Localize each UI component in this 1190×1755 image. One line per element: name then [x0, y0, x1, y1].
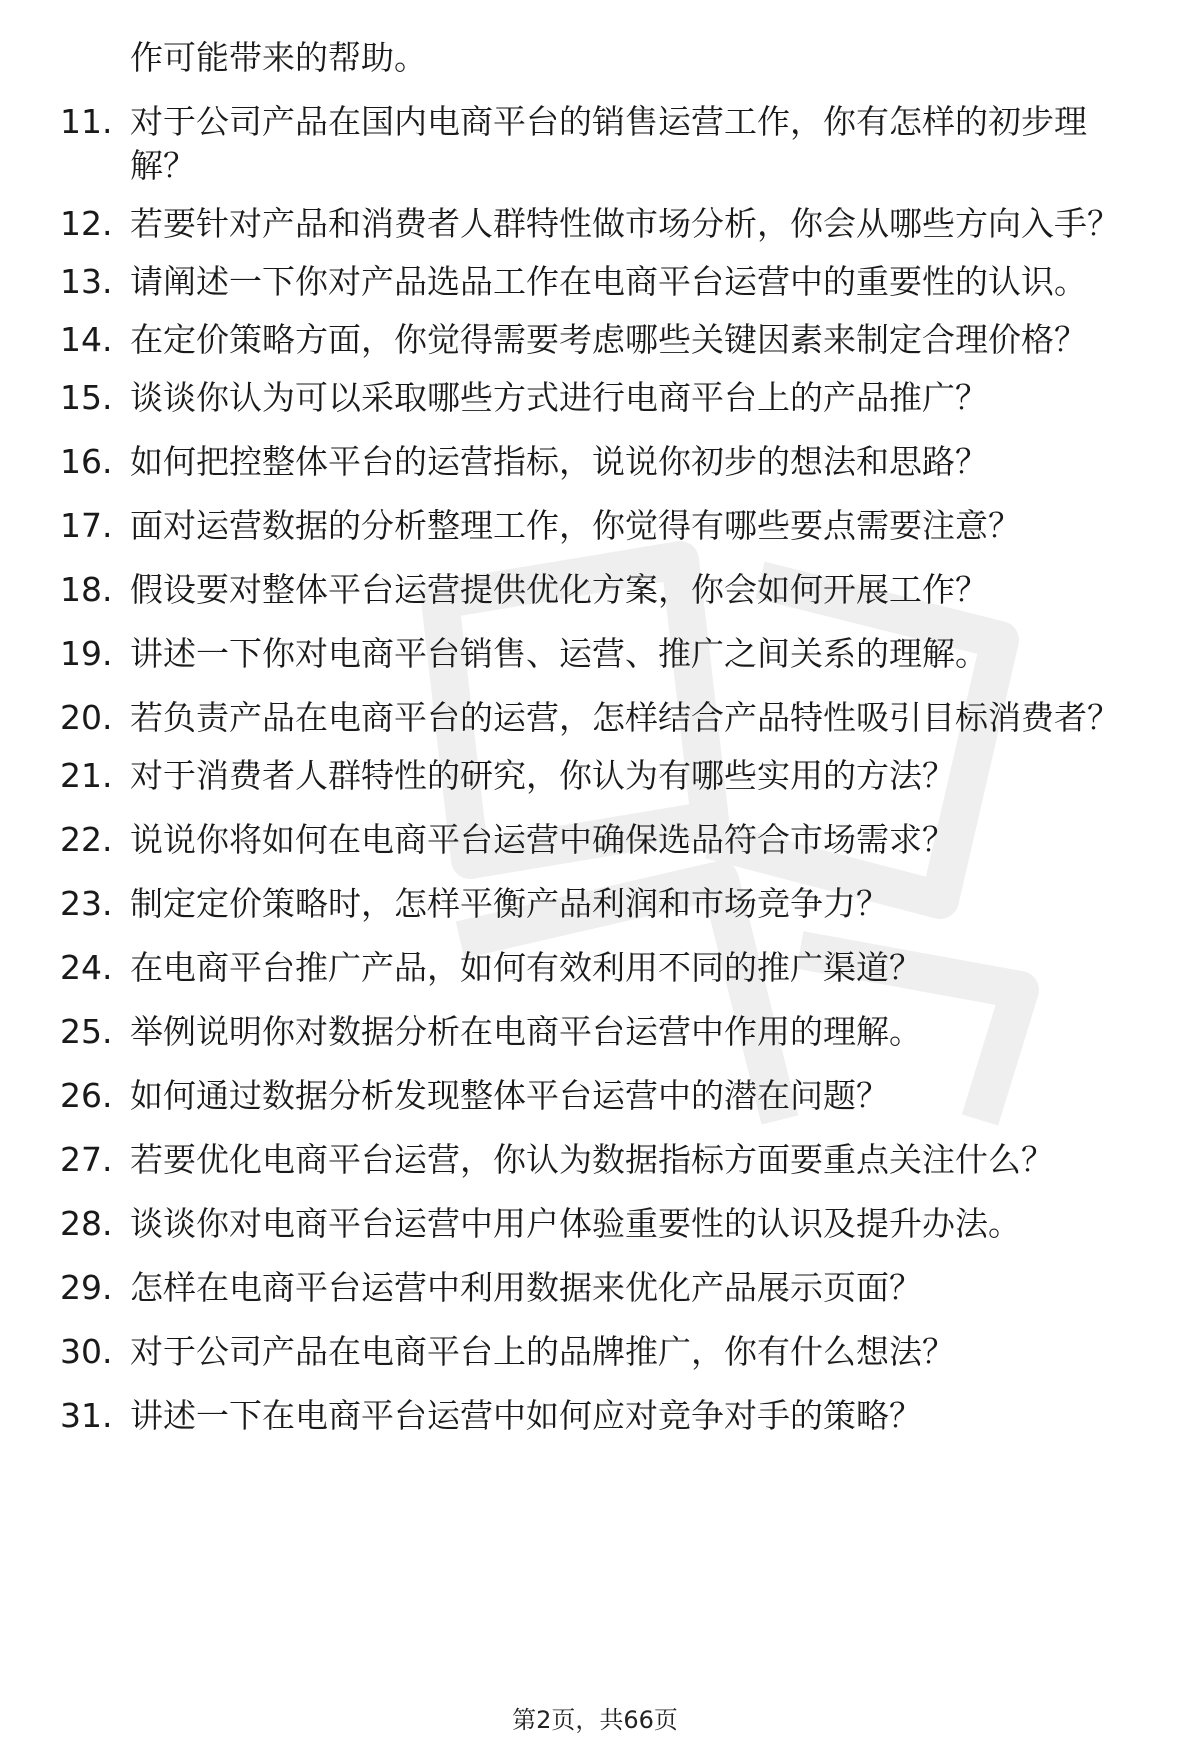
- question-text: 面对运营数据的分析整理工作，你觉得有哪些要点需要注意？: [130, 506, 1021, 545]
- question-text: 对于公司产品在国内电商平台的销售运营工作，你有怎样的初步理解？: [130, 102, 1087, 185]
- question-text: 若负责产品在电商平台的运营，怎样结合产品特性吸引目标消费者？: [130, 698, 1120, 737]
- question-text: 谈谈你对电商平台运营中用户体验重要性的认识及提升办法。: [130, 1204, 1021, 1243]
- question-text: 讲述一下你对电商平台销售、运营、推广之间关系的理解。: [130, 634, 988, 673]
- question-item: [0, 1202, 1190, 1246]
- question-item: [0, 100, 1190, 188]
- continuation-line: 作可能带来的帮助。: [130, 38, 427, 77]
- question-list: [0, 36, 1190, 1458]
- question-number: 22.: [60, 820, 113, 859]
- question-text: 制定定价策略时，怎样平衡产品利润和市场竞争力？: [130, 884, 889, 923]
- question-number: 15.: [60, 378, 113, 417]
- question-item: [0, 696, 1190, 740]
- question-item: [0, 882, 1190, 926]
- question-text: 若要优化电商平台运营，你认为数据指标方面要重点关注什么？: [130, 1140, 1054, 1179]
- question-text: 对于公司产品在电商平台上的品牌推广，你有什么想法？: [130, 1332, 955, 1371]
- question-item: [0, 260, 1190, 304]
- question-number: 26.: [60, 1076, 113, 1115]
- question-number: 24.: [60, 948, 113, 987]
- question-number: 30.: [60, 1332, 113, 1371]
- question-text: 在电商平台推广产品，如何有效利用不同的推广渠道？: [130, 948, 922, 987]
- question-item: [0, 1074, 1190, 1118]
- question-text: 讲述一下在电商平台运营中如何应对竞争对手的策略？: [130, 1396, 922, 1435]
- question-text: 如何把控整体平台的运营指标，说说你初步的想法和思路？: [130, 442, 988, 481]
- question-number: 28.: [60, 1204, 113, 1243]
- question-item: [0, 1330, 1190, 1374]
- question-text: 请阐述一下你对产品选品工作在电商平台运营中的重要性的认识。: [130, 262, 1087, 301]
- question-number: 25.: [60, 1012, 113, 1051]
- question-number: 29.: [60, 1268, 113, 1307]
- question-number: 18.: [60, 570, 113, 609]
- question-text: 举例说明你对数据分析在电商平台运营中作用的理解。: [130, 1012, 922, 1051]
- question-item: [0, 318, 1190, 362]
- question-number: 12.: [60, 204, 113, 243]
- question-text: 怎样在电商平台运营中利用数据来优化产品展示页面？: [130, 1268, 922, 1307]
- question-number: 11.: [60, 102, 113, 141]
- question-text: 在定价策略方面，你觉得需要考虑哪些关键因素来制定合理价格？: [130, 320, 1087, 359]
- question-text: 对于消费者人群特性的研究，你认为有哪些实用的方法？: [130, 756, 955, 795]
- question-item: [0, 202, 1190, 246]
- question-text: 说说你将如何在电商平台运营中确保选品符合市场需求？: [130, 820, 955, 859]
- question-number: 13.: [60, 262, 113, 301]
- question-number: 14.: [60, 320, 113, 359]
- question-number: 20.: [60, 698, 113, 737]
- question-item: [0, 568, 1190, 612]
- question-item: [0, 376, 1190, 420]
- question-item: [0, 504, 1190, 548]
- question-text: 若要针对产品和消费者人群特性做市场分析，你会从哪些方向入手？: [130, 204, 1120, 243]
- question-number: 23.: [60, 884, 113, 923]
- question-item: [0, 1266, 1190, 1310]
- question-item: [0, 754, 1190, 798]
- question-number: 31.: [60, 1396, 113, 1435]
- question-number: 27.: [60, 1140, 113, 1179]
- question-number: 19.: [60, 634, 113, 673]
- question-item: [0, 440, 1190, 484]
- question-number: 17.: [60, 506, 113, 545]
- question-item: [0, 946, 1190, 990]
- question-text: 假设要对整体平台运营提供优化方案，你会如何开展工作？: [130, 570, 988, 609]
- question-text: 谈谈你认为可以采取哪些方式进行电商平台上的产品推广？: [130, 378, 988, 417]
- page-number: 第2页，共66页: [512, 1706, 678, 1734]
- question-item: [0, 1394, 1190, 1438]
- question-item: [0, 632, 1190, 676]
- question-item: [0, 1138, 1190, 1182]
- question-number: 21.: [60, 756, 113, 795]
- question-item: [0, 1010, 1190, 1054]
- question-text: 如何通过数据分析发现整体平台运营中的潜在问题？: [130, 1076, 889, 1115]
- question-number: 16.: [60, 442, 113, 481]
- question-item: [0, 818, 1190, 862]
